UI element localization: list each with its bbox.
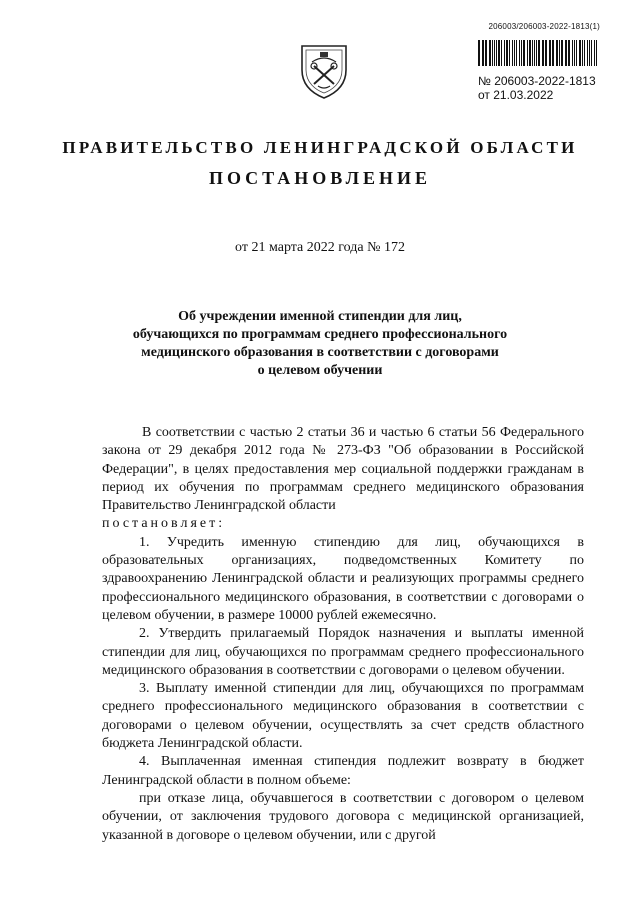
clause-4: 4. Выплаченная именная стипендия подлежит возврату в бюджет Ленинградской области в полном объеме: — [102, 754, 584, 788]
barcode-stripe — [512, 40, 513, 66]
subject-line: медицинского образования в соответствии с договорами — [141, 345, 499, 360]
government-title: ПРАВИТЕЛЬСТВО ЛЕНИНГРАДСКОЙ ОБЛАСТИ — [62, 138, 578, 157]
barcode-stripe — [482, 40, 483, 66]
barcode-stripe — [576, 40, 577, 66]
clause-1: 1. Учредить именную стипендию для лиц, обучающихся в образовательных организациях, подведомственных Комитету по здравоохранению Ленинградской области и реализующих программы среднего профессионального медицинского образования, в соответствии с договорами о целевом обучении, в размере 10000 рублей ежемесячно. — [102, 534, 584, 623]
barcode-stripe — [492, 40, 493, 66]
barcode-stripe — [478, 40, 480, 66]
barcode-stripe — [521, 40, 523, 66]
preamble-paragraph: В соответствии с частью 2 статьи 36 и частью 6 статьи 56 Федерального закона от 29 декабря 2012 года № 273-ФЗ "Об образовании в Российской Федерации", в целях предоставления мер социальной поддержки гражданам в период их обучения по программам среднего медицинского образования Правительство Ленинградской области — [102, 425, 584, 514]
barcode-stripe — [596, 40, 597, 66]
barcode-stripe — [516, 40, 517, 66]
barcode-stripe — [529, 40, 531, 66]
document-date: от 21 марта 2022 года № 172 — [235, 240, 405, 255]
subject-line: обучающихся по программам среднего профессионального — [132, 327, 508, 342]
registration-info — [478, 74, 596, 102]
barcode-stripe — [527, 40, 528, 66]
barcode-stripe — [565, 40, 566, 66]
barcode-stripe — [504, 40, 505, 66]
barcode-stripe — [561, 40, 563, 66]
document-body — [102, 424, 584, 845]
document-subject — [0, 308, 640, 380]
barcode-stripe — [579, 40, 581, 66]
barcode-stripe — [594, 40, 595, 66]
barcode-stripe — [582, 40, 583, 66]
barcode-stripe — [591, 40, 593, 66]
clause-3: 3. Выплату именной стипендии для лиц, обучающихся по программам среднего профессионального медицинского образования в соответствии с договорами о целевом обучении, осуществлять за счет средств областного бюджета Ленинградской области. — [102, 681, 584, 752]
barcode-stripe — [566, 40, 567, 66]
barcode-stripe — [532, 40, 533, 66]
barcode-stripe — [545, 40, 546, 66]
barcode-stripe — [489, 40, 491, 66]
coat-of-arms-icon — [298, 40, 350, 100]
barcode-stripe — [549, 40, 551, 66]
barcode-stripe — [574, 40, 575, 66]
barcode-stripe — [496, 40, 497, 66]
barcode-stripe — [501, 40, 503, 66]
barcode-stripe — [498, 40, 500, 66]
barcode-stripe — [494, 40, 495, 66]
clause-2: 2. Утвердить прилагаемый Порядок назначения и выплаты именной стипендии для лиц, обучающихся по программам среднего профессионального медицинского образования в соответствии с договорами о целевом обучении. — [102, 626, 584, 678]
barcode-stripe — [506, 40, 508, 66]
barcode-stripe — [589, 40, 590, 66]
barcode-stripe — [514, 40, 516, 66]
document-reference: 206003/206003-2022-1813(1) — [488, 22, 600, 31]
barcode-stripe — [568, 40, 570, 66]
barcode-stripe — [572, 40, 574, 66]
decree-word: постановляет: — [102, 516, 226, 532]
subject-line: о целевом обучении — [257, 363, 383, 378]
barcode-stripe — [584, 40, 585, 66]
subject-line: Об учреждении именной стипендии для лиц, — [178, 309, 462, 324]
barcode-stripe — [587, 40, 589, 66]
registration-date: от 21.03.2022 — [478, 88, 554, 102]
barcode-stripe — [546, 40, 547, 66]
barcode-stripe — [519, 40, 520, 66]
barcode-stripe — [509, 40, 510, 66]
barcode-stripe — [534, 40, 535, 66]
barcode-stripe — [556, 40, 558, 66]
barcode-stripe — [523, 40, 525, 66]
registration-number: № 206003-2022-1813 — [478, 74, 596, 88]
barcode — [478, 40, 598, 66]
barcode-stripe — [552, 40, 553, 66]
barcode-stripe — [536, 40, 537, 66]
barcode-stripe — [483, 40, 484, 66]
barcode-stripe — [538, 40, 540, 66]
barcode-stripe — [542, 40, 544, 66]
barcode-stripe — [553, 40, 554, 66]
barcode-stripe — [485, 40, 487, 66]
barcode-stripe — [559, 40, 560, 66]
clause-4-case: при отказе лица, обучавшегося в соответствии с договором о целевом обучении, от заключения трудового договора с медицинской организацией, указанной в договоре о целевом обучении, или с другой — [102, 790, 584, 843]
document-type: ПОСТАНОВЛЕНИЕ — [208, 168, 432, 188]
